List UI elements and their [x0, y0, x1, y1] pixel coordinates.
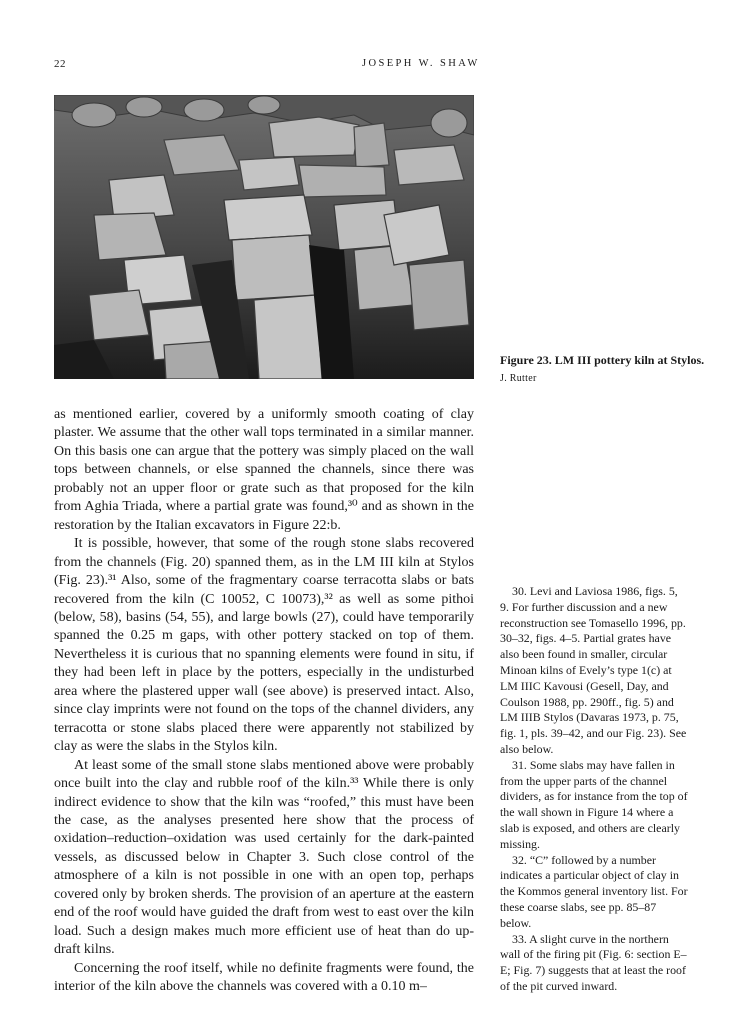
paragraph-1: as mentioned earlier, covered by a uniformly smooth coating of clay plaster. We assume that the other wall tops terminated in a similar manner. On this basis one can argue that the pottery was simply placed on the wall tops between channels, or else spanned the channels, since there was probably not an upper floor or grate such as that proposed for the kiln from Aghia Triada, where a partial grate was found,³⁰ and as shown in the restoration by the Italian excavators in Figure 22:b.	[54, 407, 474, 533]
paragraph-3: At least some of the small stone slabs mentioned above were probably once built into the clay and rubble roof of the kiln.³³ While there is only indirect evidence to show that the kiln was “roofed,” this must have been the case, as the analyses presented here show that the process of oxidation–reduction–oxidation was used certainly for the dark-painted vessels, as discussed below in Chapter 3. Such close control of the atmosphere of a kiln is not possible in one with an open top, perhaps covered only by broken sherds. The provision of an aperture at the eastern end of the roof would have guided the draft from west to east over the kiln load. Such a design makes much more efficient use of heat than do up-draft kilns.	[54, 757, 474, 958]
footnote-30: 30. Levi and Laviosa 1986, figs. 5, 9. For further discussion and a new reconstruction see Tomasello 1996, pp. 30–32, figs. 4–5. Partial grates have also been found in smaller, circular Minoan kilns of Evely’s type 1(c) at LM IIIC Kavousi (Gesell, Day, and Coulson 1988, pp. 290ff., fig. 5) and LM IIIB Stylos (Davaras 1973, p. 75, fig. 1, pls. 39–42, and our Fig. 23). See also below.	[500, 584, 687, 756]
footnote-33: 33. A slight curve in the northern wall of the firing pit (Fig. 6: section E–E; Fig. 7) suggests that at least the roof of the pit curved inward.	[500, 931, 687, 993]
footnote-32: 32. “C” followed by a number indicates a particular object of clay in the Kommos general inventory list. For these coarse slabs, see pp. 85–87 below.	[500, 852, 688, 930]
paragraph-4: Concerning the roof itself, while no definite fragments were found, the interior of the kiln above the channels was covered with a 0.10 m–	[54, 960, 474, 995]
page-number: 22	[54, 58, 66, 70]
paragraph-2: It is possible, however, that some of the rough stone slabs recovered from the channels (Fig. 20) spanned them, as in the LM III kiln at Stylos (Fig. 23).³¹ Also, some of the fragmentary coarse terracotta slabs or bats recovered from the kiln (C 10052, C 10073),³² as well as some pithoi (below, 58), basins (54, 55), and large bowls (27), could have temporarily spanned the 0.25 m gaps, with other pottery stacked on top of them. Nevertheless it is curious that no spanning elements were found in situ, if they had been left in place by the potters, especially in the undisturbed area where the plastered upper wall (see above) is preserved intact. Also, since clay imprints were not found on the tops of the channel dividers, any terracotta or stone slabs placed there were apparently not stabilized by clay as were the slabs in the Stylos kiln.	[54, 536, 474, 755]
main-body-text	[54, 406, 474, 997]
footnotes-column	[500, 584, 688, 995]
running-header-author: JOSEPH W. SHAW	[362, 58, 480, 69]
figure-caption-title: Figure 23. LM III pottery kiln at Stylos.	[500, 353, 705, 367]
figure-caption	[500, 352, 710, 387]
figure-caption-credit: J. Rutter	[500, 373, 537, 384]
footnote-31: 31. Some slabs may have fallen in from the upper parts of the channel dividers, as for instance from the top of the wall shown in Figure 14 where a slab is exposed, and others are clearly missing.	[500, 757, 688, 851]
figure-photo-kiln	[54, 95, 474, 379]
